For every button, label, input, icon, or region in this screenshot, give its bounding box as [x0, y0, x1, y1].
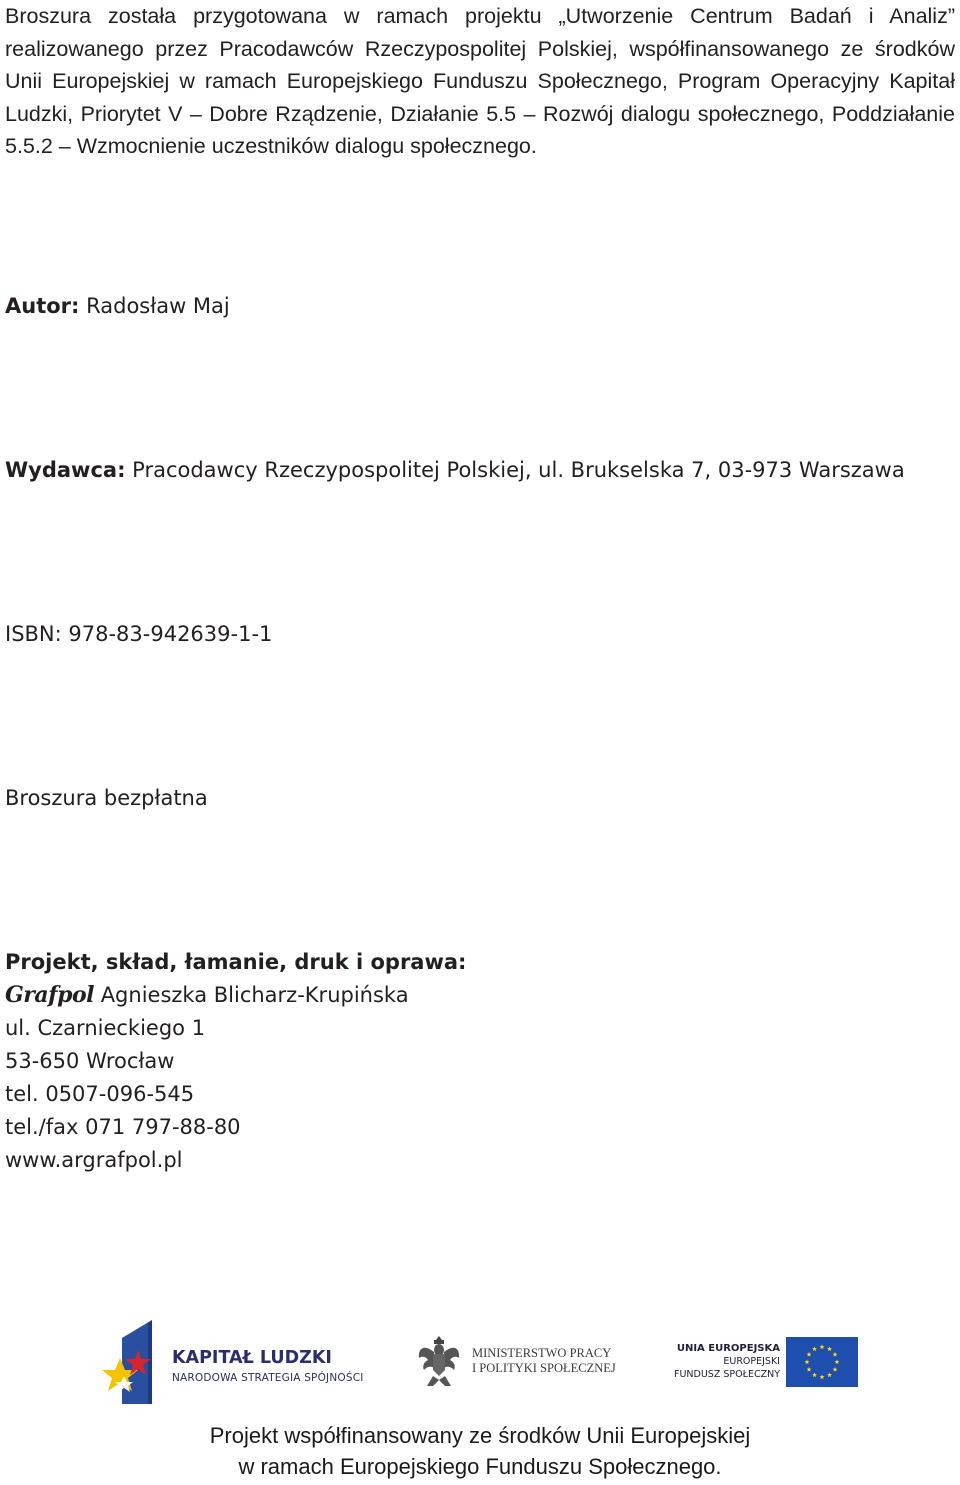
publisher-label: Wydawca: [5, 458, 126, 482]
polish-eagle-icon [416, 1334, 462, 1388]
production-www: www.argrafpol.pl [5, 1148, 183, 1172]
production-fax: tel./fax 071 797-88-80 [5, 1115, 241, 1139]
footer-line1: Projekt współfinansowany ze środków Unii Europejskiej [209, 1423, 751, 1448]
kapital-ludzki-subtitle: NARODOWA STRATEGIA SPÓJNOŚCI [172, 1372, 364, 1384]
publisher-value: Pracodawcy Rzeczypospolitej Polskiej, ul. Brukselska 7, 03-973 Warszawa [125, 458, 905, 482]
kapital-ludzki-emblem-icon [100, 1318, 166, 1406]
kapital-ludzki-logo [100, 1318, 364, 1406]
eu-line1: UNIA EUROPEJSKA [676, 1343, 780, 1354]
isbn-line: ISBN: 978-83-942639-1-1 [5, 622, 273, 646]
eu-flag-icon [786, 1337, 858, 1387]
production-label: Projekt, skład, łamanie, druk i oprawa: [5, 950, 467, 974]
intro-paragraph: Broszura została przygotowana w ramach projektu „Utworzenie Centrum Badań i Analiz” realizowanego przez Pracodawców Rzeczypospolitej Polskiej, współfinansowanego ze środków Unii Europejskiej w ramach Europejskiego Funduszu Społecznego, Program Operacyjny Kapitał Ludzki, Priorytet V – Dobre Rządzenie, Działanie 5.5 – Rozwój dialogu społecznego, Poddziałanie 5.5.2 – Wzmocnienie uczestników dialogu społecznego. [5, 4, 955, 158]
production-city: 53-650 Wrocław [5, 1049, 175, 1073]
author-line [5, 291, 230, 321]
production-name: Agnieszka Blicharz-Krupińska [94, 983, 409, 1007]
eu-logo [674, 1336, 860, 1388]
cofinancing-footer [0, 1420, 960, 1482]
eu-text [674, 1342, 780, 1381]
production-company [5, 979, 466, 1012]
free-note: Broszura bezpłatna [5, 786, 208, 810]
footer-line2: w ramach Europejskiego Funduszu Społecznego. [238, 1454, 722, 1479]
author-label: Autor: [5, 294, 80, 318]
ministry-line2: I POLITYKI SPOŁECZNEJ [472, 1361, 616, 1375]
kapital-ludzki-title: KAPITAŁ LUDZKI [172, 1348, 332, 1368]
ministry-text [472, 1346, 616, 1376]
production-street: ul. Czarnieckiego 1 [5, 1016, 206, 1040]
production-block [5, 946, 466, 1177]
eu-line3: FUNDUSZ SPOŁECZNY [674, 1369, 780, 1380]
ministry-logo [416, 1334, 616, 1390]
grafpol-logo: Grafpol [5, 982, 95, 1008]
author-value: Radosław Maj [79, 294, 230, 318]
ministry-line1: MINISTERSTWO PRACY [472, 1346, 612, 1360]
eu-line2: EUROPEJSKI [723, 1356, 780, 1367]
production-tel: tel. 0507-096-545 [5, 1082, 195, 1106]
publisher-line [5, 455, 905, 485]
